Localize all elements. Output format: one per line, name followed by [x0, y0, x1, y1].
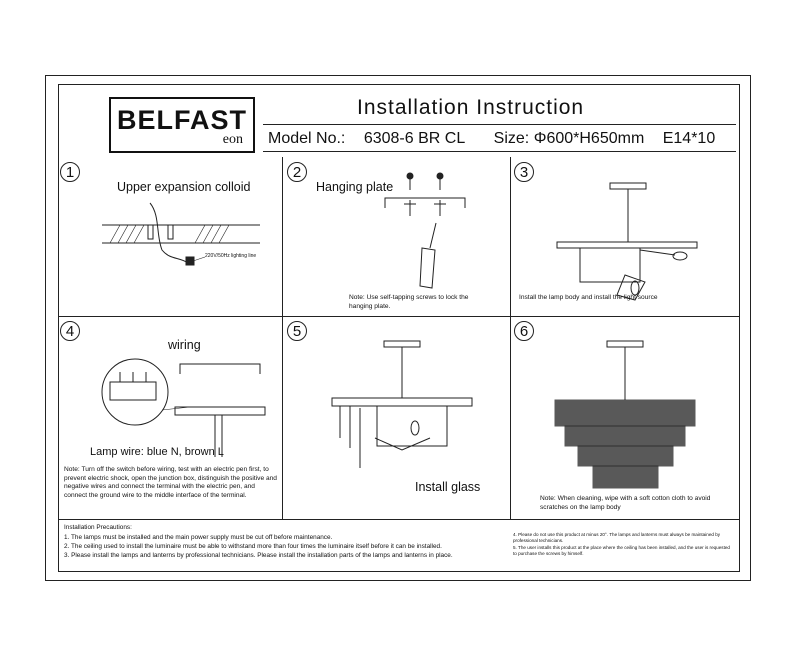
- size-spec: Size: Φ600*H650mm: [493, 130, 645, 147]
- step-1-diagram: [100, 195, 270, 285]
- precautions-title: Installation Precautions:: [64, 524, 132, 531]
- step-6-number: 6: [514, 321, 534, 341]
- bulb-spec: E14*10: [662, 130, 716, 147]
- step-5-diagram: [330, 338, 505, 478]
- model-line: [268, 130, 729, 148]
- precaution-3: 3. Please install the lamps and lanterns by professional technicians. Please install the installation parts of the lamps and lanterns in place.: [64, 552, 453, 559]
- precautions-divider: [58, 519, 740, 520]
- step-5-number: 5: [287, 321, 307, 341]
- page-title: Installation Instruction: [357, 96, 585, 119]
- step-2-number: 2: [287, 162, 307, 182]
- step-2-note: Note: Use self-tapping screws to lock the hanging plate.: [349, 294, 469, 310]
- model-value: 6308-6 BR CL: [363, 130, 466, 147]
- precaution-2: 2. The ceiling used to install the luminaire must be able to withstand more than four times the luminaire itself before it can be installed.: [64, 543, 442, 550]
- step-4-note: Note: Turn off the switch before wiring, test with an electric pen first, to prevent electric shock, open the junction box, distinguish the positive and negative wires and connect the terminal with the electric pen, and connect the ground wire to the middle interface of the terminal.: [64, 466, 277, 499]
- precaution-5: 5. The user installs this product at the place where the ceiling has been installed, and the user is requested to purchase the screws by himself.: [513, 545, 730, 557]
- step-1-number: 1: [60, 162, 80, 182]
- step-4-number: 4: [60, 321, 80, 341]
- step-1-sub: 220V/50Hz lighting line: [205, 253, 257, 259]
- row-divider: [58, 316, 740, 317]
- model-divider: [263, 151, 736, 152]
- step-4-label: wiring: [168, 338, 201, 352]
- precaution-1: 1. The lamps must be installed and the main power supply must be cut off before maintenance.: [64, 534, 333, 541]
- step-5-label: Install glass: [415, 480, 481, 494]
- model-label: Model No.:: [268, 130, 346, 147]
- brand-sub: eon: [222, 132, 243, 147]
- step-1-label: Upper expansion colloid: [117, 180, 251, 194]
- step-3-note: Install the lamp body and install the light source: [519, 294, 658, 301]
- title-divider: [263, 124, 736, 125]
- precaution-4: 4. Please do not use this product at minus 20°. The lamps and lanterns must always be maintained by professional technicians.: [513, 532, 721, 544]
- step-3-diagram: [555, 180, 705, 305]
- col-divider-2: [510, 157, 511, 519]
- brand-name: BELFAST: [116, 105, 247, 135]
- col-divider-1: [282, 157, 283, 519]
- step-2-label: Hanging plate: [316, 180, 394, 194]
- step-4-sub: Lamp wire: blue N, brown L: [90, 446, 224, 458]
- brand-logo: [109, 97, 255, 153]
- step-2-diagram: [380, 168, 490, 288]
- step-6-diagram: [553, 338, 708, 493]
- step-3-number: 3: [514, 162, 534, 182]
- step-6-note: Note: When cleaning, wipe with a soft cotton cloth to avoid scratches on the lamp body: [540, 495, 711, 511]
